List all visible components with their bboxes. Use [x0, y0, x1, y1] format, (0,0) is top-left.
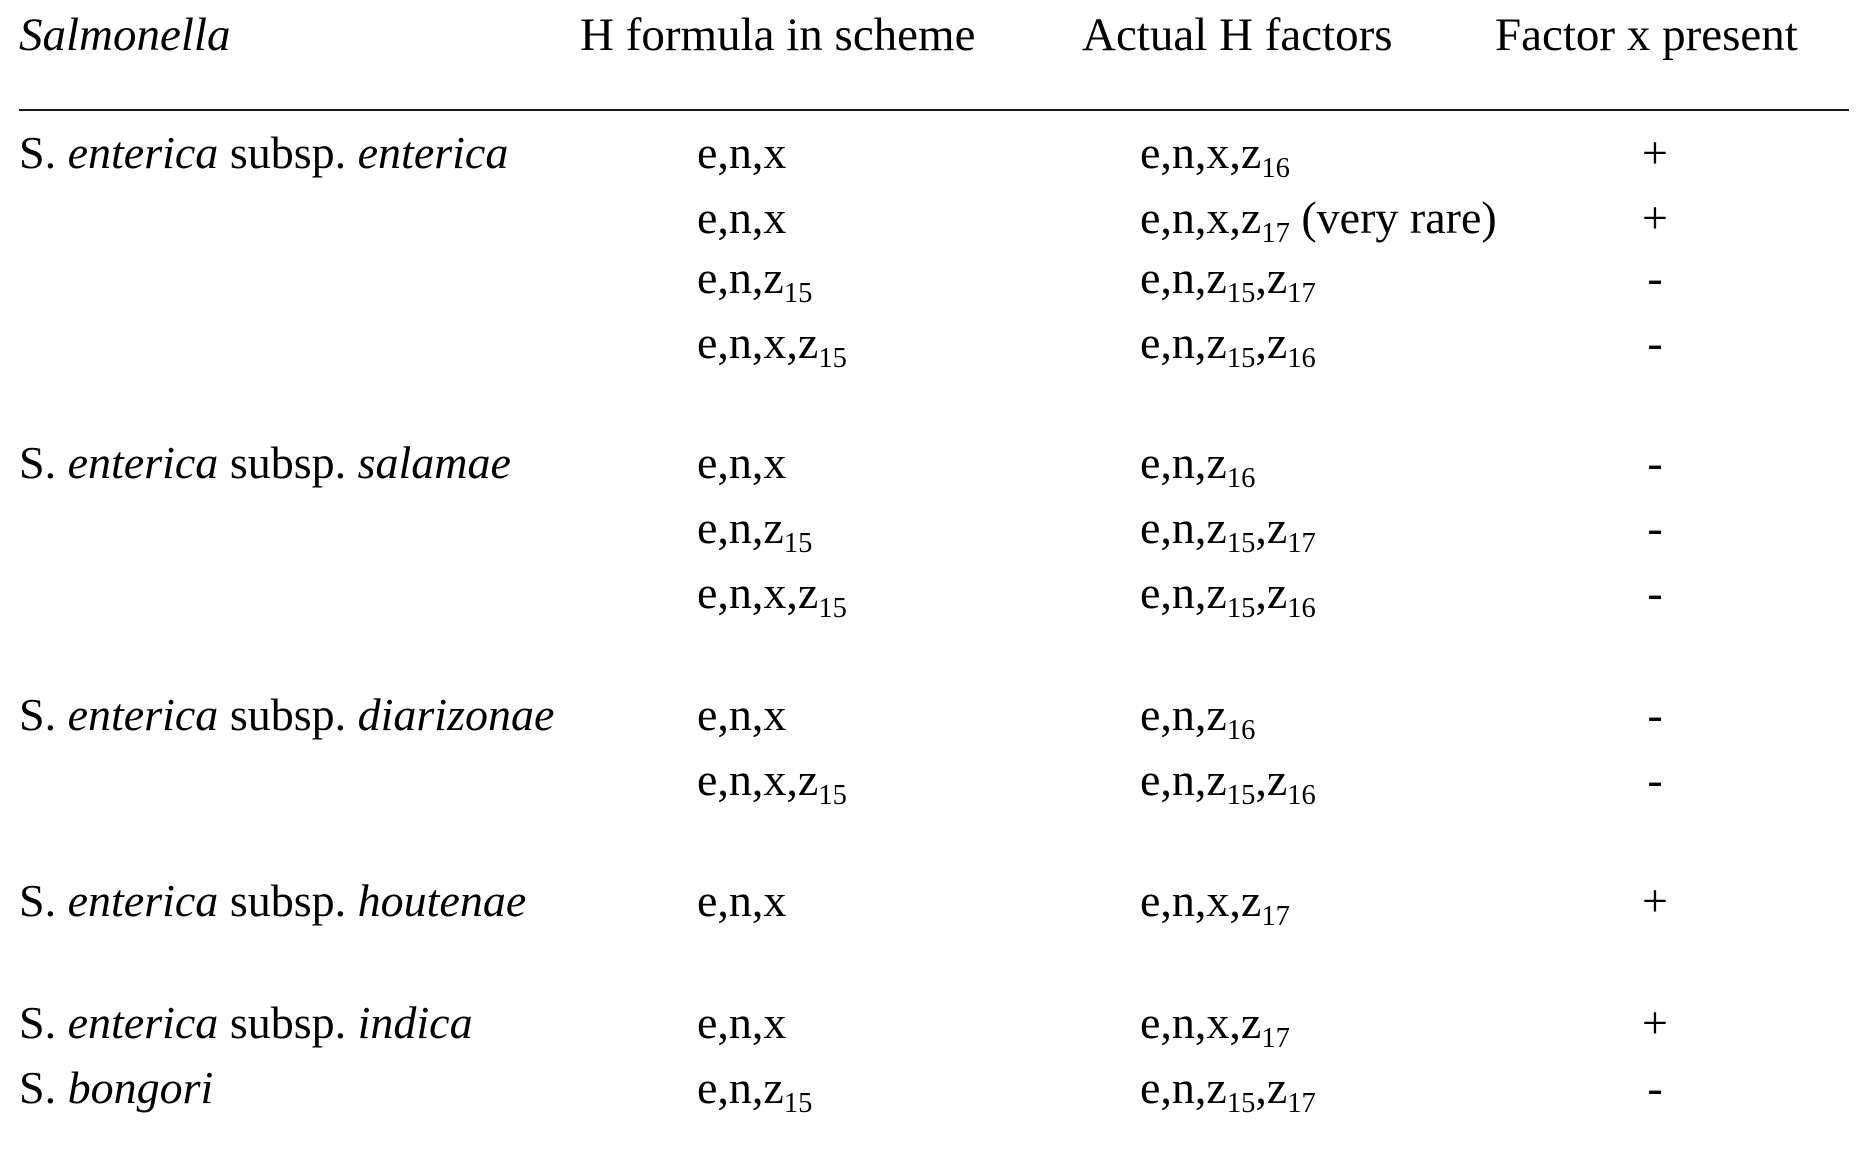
taxon-label: S. enterica subsp. salamae	[19, 437, 511, 488]
taxon-label: S. enterica subsp. enterica	[19, 127, 509, 178]
actual-cell: $e,n,x,z_{17}$	[1140, 997, 1290, 1055]
factor-x-cell: -	[1647, 252, 1663, 303]
factor-x-cell: -	[1647, 317, 1663, 368]
actual-cell: $e,n,x,z_{16}$	[1140, 127, 1290, 185]
actual-cell: $e,n,z_{15},z_{16}$	[1140, 317, 1316, 375]
scheme-cell: e,n,x	[697, 127, 787, 178]
actual-cell: $e,n,z_{15},z_{16}$	[1140, 754, 1316, 812]
factor-x-cell: -	[1647, 567, 1663, 618]
actual-cell: $e,n,x,z_{17}$	[1140, 875, 1290, 933]
scheme-cell: e,n,x	[697, 689, 787, 740]
actual-cell: $e,n,z_{16}$	[1140, 689, 1256, 747]
taxon-label: S. enterica subsp. diarizonae	[19, 689, 555, 740]
scheme-cell: e,n,x	[697, 437, 787, 488]
header-salmonella: Salmonella	[19, 9, 231, 61]
scheme-cell: e,n,x	[697, 875, 787, 926]
factor-x-cell: +	[1642, 127, 1668, 178]
factor-x-cell: -	[1647, 1062, 1663, 1113]
scheme-cell: $e,n,z_{15}$	[697, 1062, 813, 1120]
scheme-cell: e,n,x	[697, 192, 787, 243]
actual-cell: $e,n,x,z_{17}$ (very rare)	[1140, 192, 1497, 250]
factor-x-cell: +	[1642, 875, 1668, 926]
header-actual-h: Actual H factors	[1082, 9, 1393, 61]
scheme-cell: $e,n,x,z_{15}$	[697, 317, 847, 375]
factor-x-cell: -	[1647, 502, 1663, 553]
scheme-cell: e,n,x	[697, 997, 787, 1048]
factor-x-cell: +	[1642, 192, 1668, 243]
factor-x-cell: -	[1647, 689, 1663, 740]
actual-cell: $e,n,z_{16}$	[1140, 437, 1256, 495]
actual-cell: $e,n,z_{15},z_{17}$	[1140, 502, 1316, 560]
actual-cell: $e,n,z_{15},z_{17}$	[1140, 1062, 1316, 1120]
header-h-formula: H formula in scheme	[580, 9, 976, 61]
scheme-cell: $e,n,x,z_{15}$	[697, 754, 847, 812]
taxon-label: S. bongori	[19, 1062, 214, 1113]
scheme-cell: $e,n,x,z_{15}$	[697, 567, 847, 625]
taxon-label: S. enterica subsp. houtenae	[19, 875, 527, 926]
factor-x-cell: -	[1647, 754, 1663, 805]
scheme-cell: $e,n,z_{15}$	[697, 502, 813, 560]
taxon-label: S. enterica subsp. indica	[19, 997, 473, 1048]
actual-cell: $e,n,z_{15},z_{16}$	[1140, 567, 1316, 625]
factor-x-cell: +	[1642, 997, 1668, 1048]
header-factor-x: Factor x present	[1495, 9, 1798, 61]
factor-x-cell: -	[1647, 437, 1663, 488]
header-rule	[19, 109, 1849, 111]
actual-cell: $e,n,z_{15},z_{17}$	[1140, 252, 1316, 310]
scheme-cell: $e,n,z_{15}$	[697, 252, 813, 310]
